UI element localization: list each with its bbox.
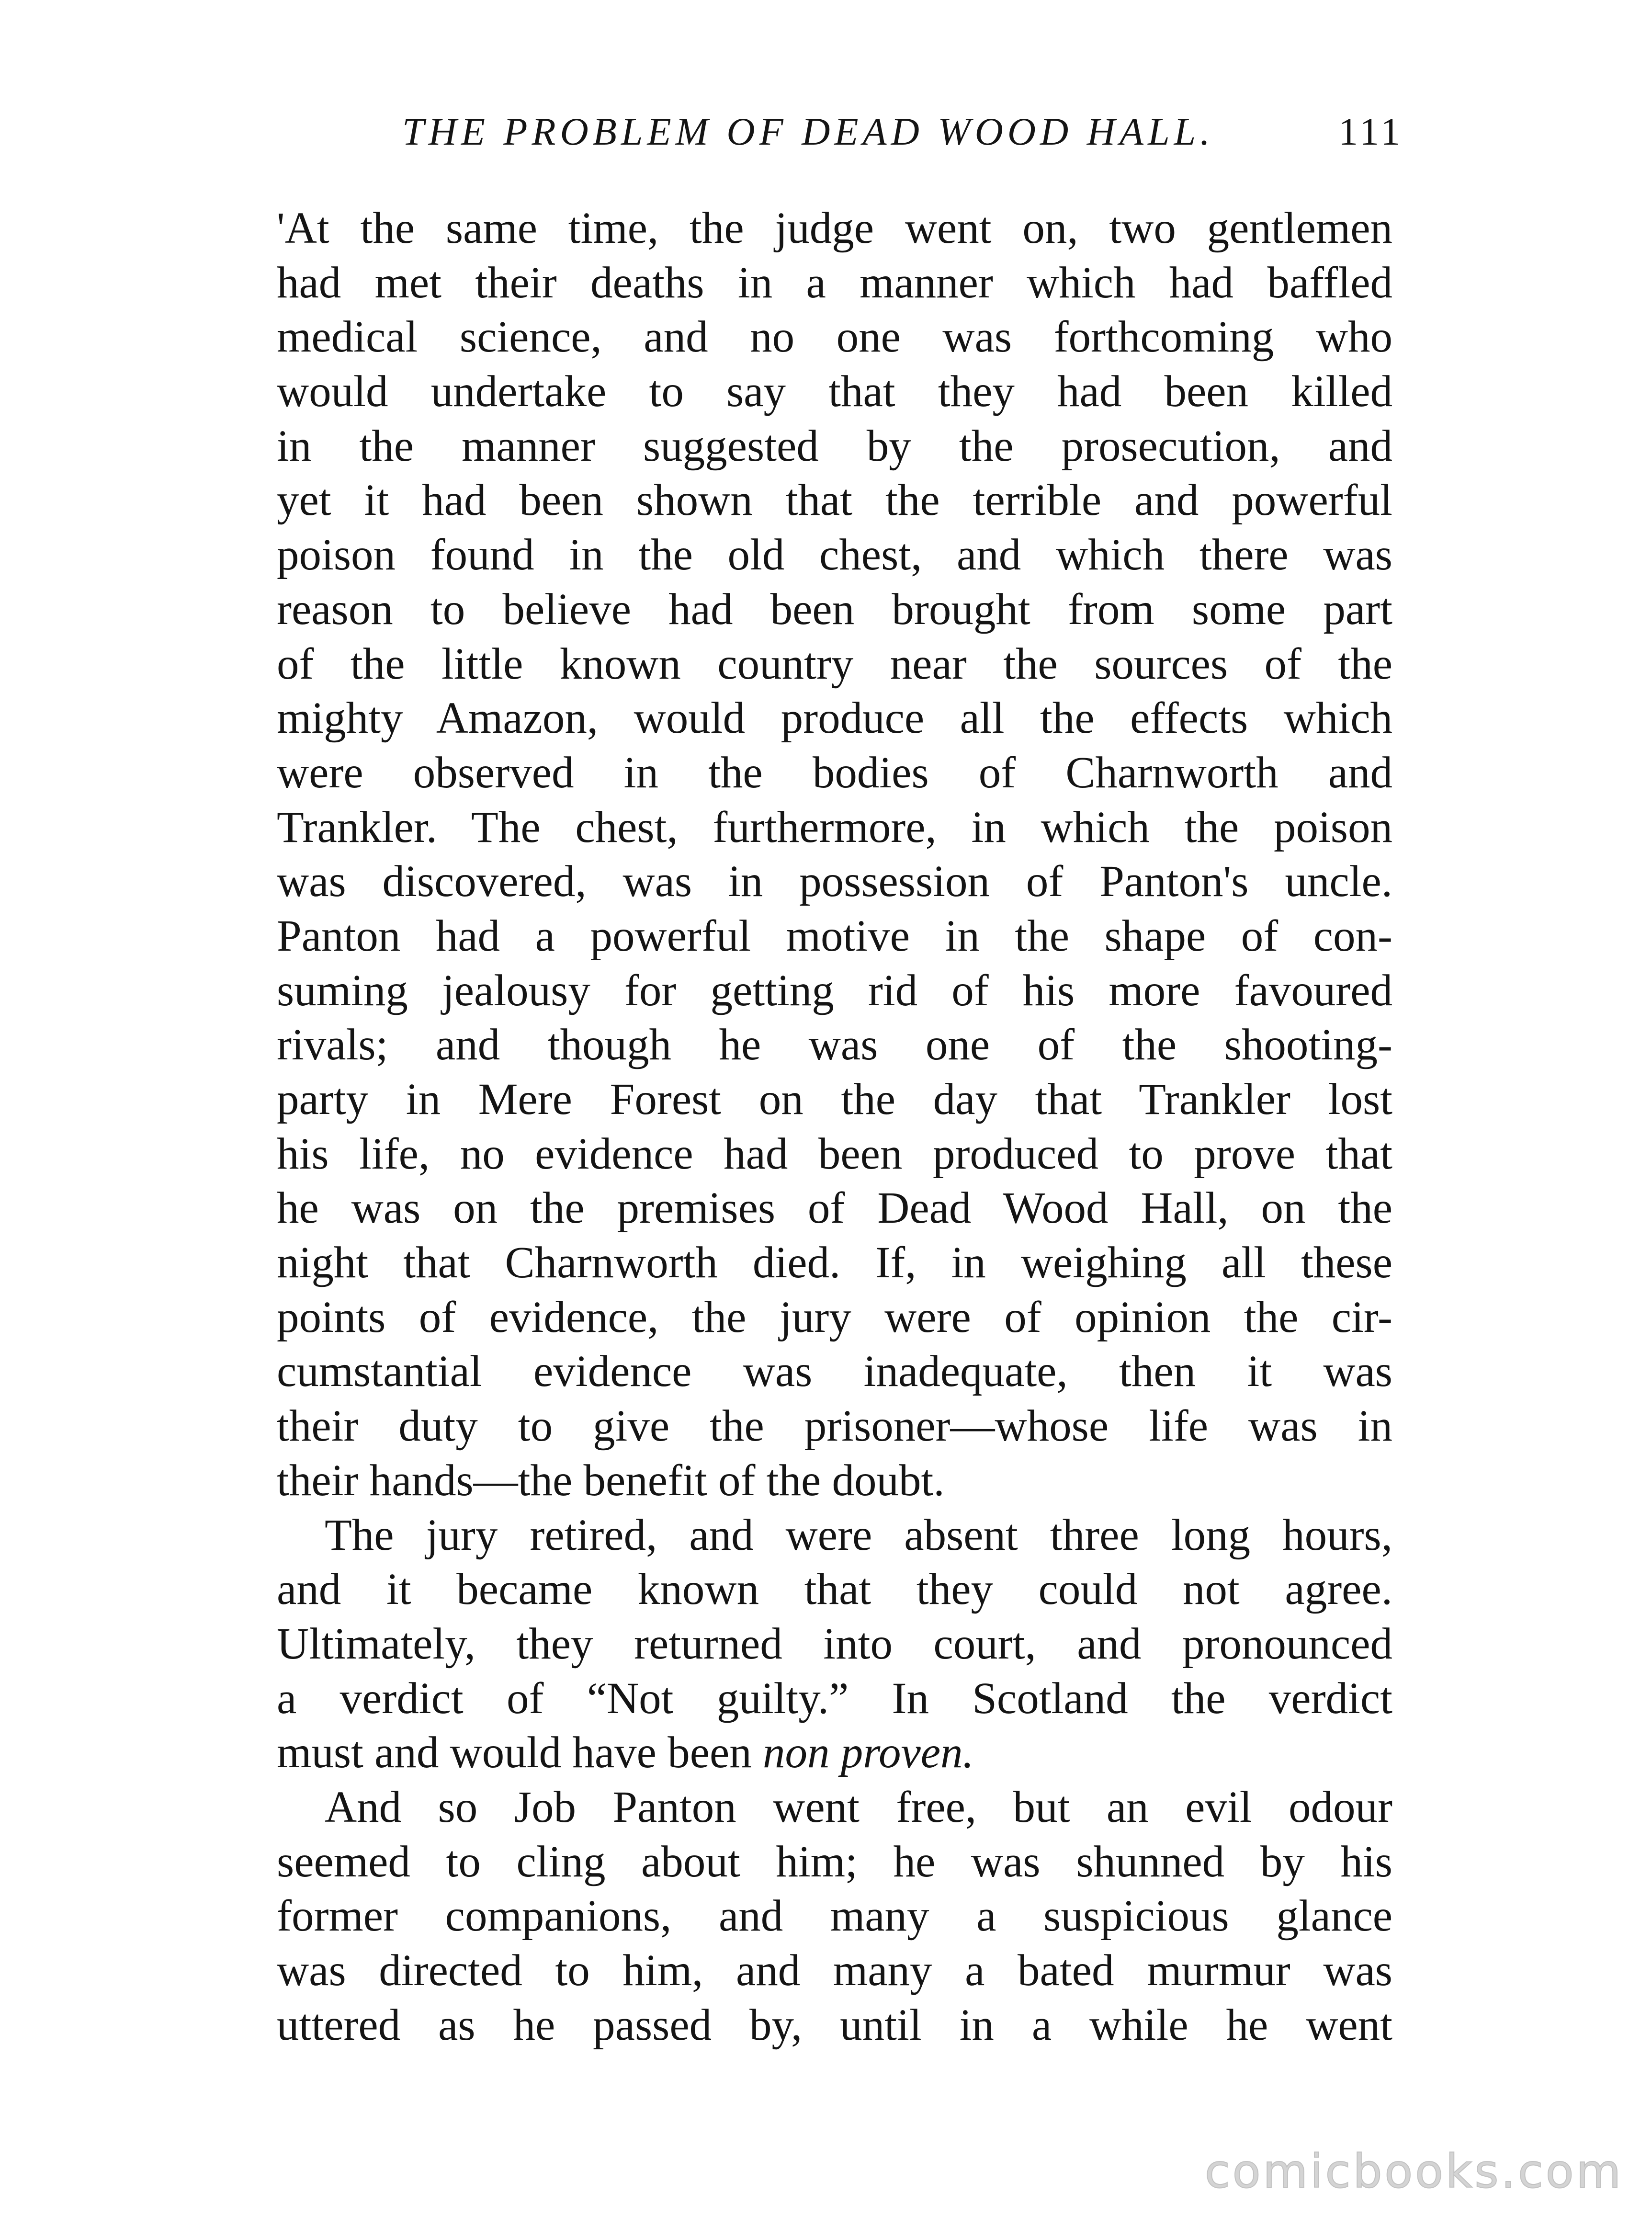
text-line: Panton had a powerful motive in the shape of con- <box>277 911 1392 961</box>
paragraph-3 <box>277 1780 1392 2052</box>
page-number: 111 <box>1338 110 1403 153</box>
text-line: suming jealousy for getting rid of his more favoured <box>277 966 1392 1015</box>
text-line: yet it had been shown that the terrible and powerful <box>277 476 1392 525</box>
text-line: his life, no evidence had been produced to prove that <box>277 1129 1392 1179</box>
text-line: in the manner suggested by the prosecution, and <box>277 421 1392 471</box>
text-line: former companions, and many a suspicious glance <box>277 1891 1392 1941</box>
text-line: The jury retired, and were absent three long hours, <box>325 1510 1392 1560</box>
text-line: reason to believe had been brought from some part <box>277 584 1392 634</box>
text-line: Ultimately, they returned into court, and pronounced <box>277 1619 1392 1669</box>
text-line: of the little known country near the sources of the <box>277 639 1392 689</box>
text-line: a verdict of “Not guilty.” In Scotland the verdict <box>277 1673 1392 1723</box>
text-line: he was on the premises of Dead Wood Hall, on the <box>277 1183 1392 1233</box>
text-line: was discovered, was in possession of Panton's uncle. <box>277 857 1392 907</box>
text-line: their duty to give the prisoner—whose life was in <box>277 1401 1392 1451</box>
text-line: were observed in the bodies of Charnworth and <box>277 748 1392 797</box>
paragraph-2 <box>277 1508 1392 1780</box>
text-line: their hands—the benefit of the doubt. <box>277 1455 945 1505</box>
text-line: would undertake to say that they had been killed <box>277 367 1392 417</box>
running-title: THE PROBLEM OF DEAD WOOD HALL. <box>402 110 1214 153</box>
text-line: poison found in the old chest, and which there was <box>277 530 1392 580</box>
text-line: party in Mere Forest on the day that Trankler lost <box>277 1075 1392 1124</box>
text-line: uttered as he passed by, until in a while he went <box>277 2000 1392 2050</box>
italic-term: non proven. <box>763 1728 974 1778</box>
watermark: comicbooks.com <box>1204 2145 1623 2198</box>
text-line: rivals; and though he was one of the shooting- <box>277 1020 1392 1070</box>
text-line: medical science, and no one was forthcoming who <box>277 312 1392 362</box>
paragraph-1 <box>277 201 1392 1508</box>
text-line: had met their deaths in a manner which had baffled <box>277 258 1392 307</box>
text-line: cumstantial evidence was inadequate, then it was <box>277 1347 1392 1397</box>
text-line: was directed to him, and many a bated murmur was <box>277 1946 1392 1995</box>
text-line: night that Charnworth died. If, in weighing all these <box>277 1238 1392 1288</box>
text-line: And so Job Panton went free, but an evil odour <box>325 1782 1392 1832</box>
body-text <box>277 201 1392 2052</box>
text-line-part: must and would have been <box>277 1728 763 1778</box>
text-line: 'At the same time, the judge went on, two gentlemen <box>277 204 1392 253</box>
text-line: points of evidence, the jury were of opinion the cir- <box>277 1292 1392 1342</box>
text-line <box>277 1726 1392 1780</box>
page-header <box>402 109 1403 162</box>
text-line: mighty Amazon, would produce all the effects which <box>277 693 1392 743</box>
text-line: Trankler. The chest, furthermore, in which the poison <box>277 802 1392 852</box>
text-line: seemed to cling about him; he was shunned by his <box>277 1837 1392 1886</box>
text-line: and it became known that they could not agree. <box>277 1565 1392 1614</box>
